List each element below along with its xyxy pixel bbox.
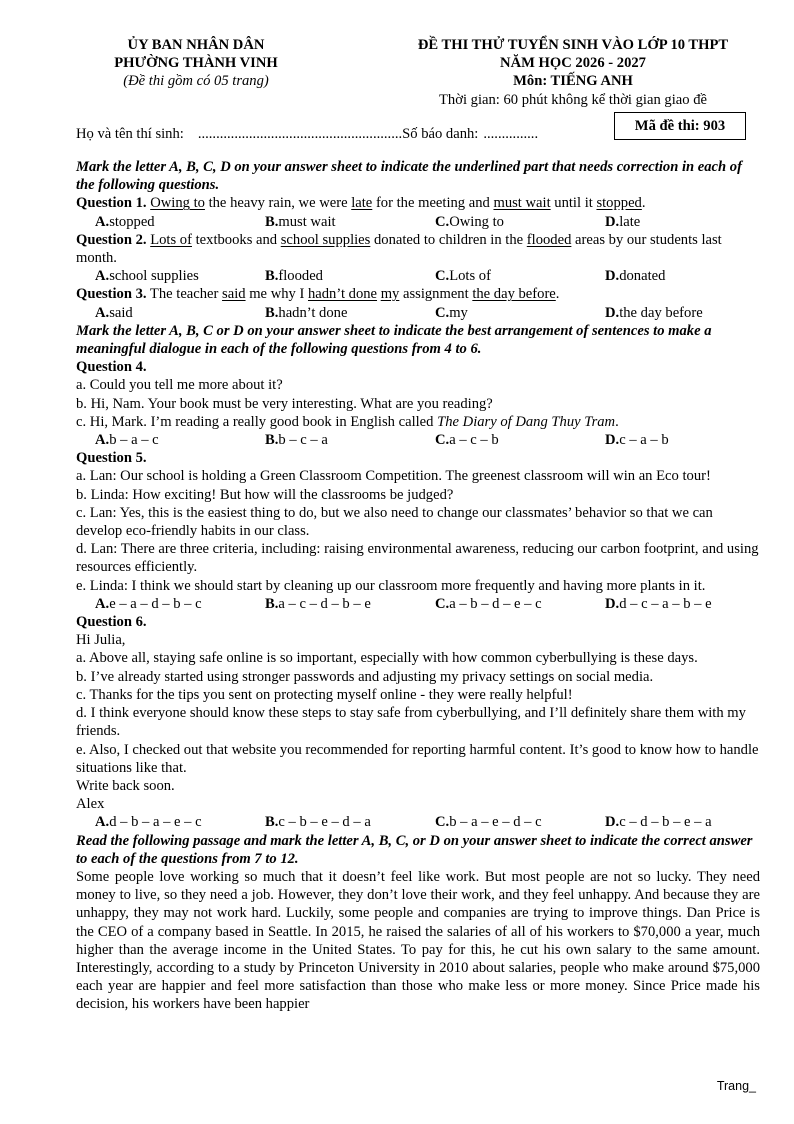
q5-line-d: d. Lan: There are three criteria, including: raising environmental awareness, reducing our carbon footprint, and using resources efficiently. <box>76 541 759 576</box>
issuer-line-1: ỦY BAN NHÂN DÂN <box>127 37 265 53</box>
q3-option-b[interactable]: B.hadn’t done <box>265 304 348 321</box>
q3-underline-c: my <box>380 286 400 303</box>
q6-line-e: e. Also, I checked out that website you recommended for reporting harmful content. It’s good to know how to handle situations like that. <box>76 741 759 776</box>
q1-option-d[interactable]: D.late <box>605 213 641 230</box>
q3-underline-d: the day before <box>472 286 556 303</box>
q3-underline-a: said <box>222 286 246 303</box>
q5-option-d[interactable]: D.d – c – a – b – e <box>605 595 712 612</box>
q4-line-a: a. Could you tell me more about it? <box>76 377 283 394</box>
q5-option-a[interactable]: A.e – a – d – b – c <box>95 595 202 612</box>
q1-option-c[interactable]: C.Owing to <box>435 213 504 230</box>
q5-line-e: e. Linda: I think we should start by cleaning up our classroom more frequently and having more plants in it. <box>76 577 706 594</box>
q2-text: donated to children in the <box>370 231 527 248</box>
q6-line-a: a. Above all, staying safe online is so important, especially with how common cyberbullying is these days. <box>76 650 698 667</box>
question-6-options <box>76 813 760 831</box>
q1-text: for the meeting and <box>372 195 494 212</box>
q3-option-d[interactable]: D.the day before <box>605 304 703 321</box>
q6-signature: Alex <box>76 796 105 813</box>
q2-text: areas by our students last month. <box>76 231 722 267</box>
q1-text: until it <box>550 195 597 212</box>
question-1 <box>76 194 760 212</box>
time-allowed: Thời gian: 60 phút không kể thời gian giao đề <box>439 91 707 108</box>
q5-line-c: c. Lan: Yes, this is the easiest thing to do, but we also need to change our classmates’ behavior so that we can develop eco-friendly habits in our class. <box>76 504 713 540</box>
q2-option-c[interactable]: C.Lots of <box>435 268 491 285</box>
issuer-line-2: PHƯỜNG THÀNH VINH <box>114 55 278 72</box>
section3-instruction: Read the following passage and mark the letter A, B, C, or D on your answer sheet to indicate the correct answer to each of the questions from 7 to 12. <box>76 832 753 867</box>
q1-underline-d: stopped <box>596 195 642 212</box>
q4-option-b[interactable]: B.b – c – a <box>265 432 328 449</box>
q5-line-a: a. Lan: Our school is holding a Green Classroom Competition. The greenest classroom will win an Eco tour! <box>76 468 711 485</box>
book-title: The Diary of Dang Thuy Tram <box>437 413 616 430</box>
subject: Môn: TIẾNG ANH <box>513 73 633 90</box>
exam-title-block <box>383 36 763 116</box>
question-2 <box>76 231 760 267</box>
q2-underline-a: Lots of <box>150 231 192 248</box>
q6-line-b: b. I’ve already started using stronger passwords and adjusting my privacy settings on social media. <box>76 668 654 685</box>
exam-code-box: Mã đề thi: 903 <box>614 112 746 140</box>
q5-option-b[interactable]: B.a – c – d – b – e <box>265 595 371 612</box>
q4-option-c[interactable]: C.a – c – b <box>435 432 499 449</box>
candidate-name-blank[interactable]: ........................................................ <box>197 125 403 142</box>
q6-line-d: d. I think everyone should know these steps to stay safe from cyberbullying, and I’ll definitely share them with my friends. <box>76 705 746 740</box>
reading-passage: Some people love working so much that it doesn’t feel like work. But most people are not so lucky. They need money to live, so they need a job. However, they don’t love their work, and they feel unhappy. And because they are unhappy, they may not work hard. Luckily, some people and companies are trying to improve things. Dan Price is the CEO of a company based in Seattle. In 2015, he raised the salaries of all of his workers to $70,000 a year, much higher than the average income in the United States. To pay for this, he cut his own salary to the same amount. Interestingly, according to a study by Princeton University in 2010 about salaries, people who make around $75,000 each year are happier and feel more satisfaction than those who make less or more money. Since Price made his decision, his workers have been happier <box>76 868 760 1013</box>
q1-option-b[interactable]: B.must wait <box>265 213 336 230</box>
candidate-name-label: Họ và tên thí sinh: <box>76 125 184 142</box>
q4-line-b: b. Hi, Nam. Your book must be very interesting. What are you reading? <box>76 395 493 412</box>
q2-underline-b: school supplies <box>280 231 371 248</box>
exam-page <box>76 36 760 1014</box>
q3-text: me why I <box>245 286 308 303</box>
q3-option-c[interactable]: C.my <box>435 304 468 321</box>
q2-option-d[interactable]: D.donated <box>605 268 666 285</box>
page-count-note: (Đề thi gồm có 05 trang) <box>123 73 269 90</box>
question-4-options <box>76 431 760 449</box>
question-3 <box>76 285 760 303</box>
question-5-label: Question 5. <box>76 450 147 467</box>
q3-text: The teacher <box>146 286 223 303</box>
question-6-label: Question 6. <box>76 614 147 631</box>
section1-instruction: Mark the letter A, B, C, D on your answer sheet to indicate the underlined part that needs correction in each of the following questions. <box>76 159 742 194</box>
q3-underline-b: hadn’t done <box>307 286 378 303</box>
exam-title: ĐỀ THI THỬ TUYỂN SINH VÀO LỚP 10 THPT <box>417 37 729 53</box>
q5-option-c[interactable]: C.a – b – d – e – c <box>435 595 542 612</box>
question-3-label: Question 3. <box>76 286 147 303</box>
question-4-label: Question 4. <box>76 359 147 376</box>
question-2-label: Question 2. <box>76 231 147 248</box>
question-1-label: Question 1. <box>76 195 147 212</box>
q6-option-b[interactable]: B.c – b – e – d – a <box>265 814 371 831</box>
question-1-options <box>76 213 760 231</box>
page-footer: Trang_ <box>716 1079 756 1093</box>
q4-option-a[interactable]: A.b – a – c <box>95 432 159 449</box>
q6-option-d[interactable]: D.c – d – b – e – a <box>605 814 712 831</box>
q1-text: . <box>641 195 646 212</box>
q6-option-a[interactable]: A.d – b – a – e – c <box>95 814 202 831</box>
section2-instruction: Mark the letter A, B, C or D on your answer sheet to indicate the best arrangement of sentences to make a meaningful dialogue in each of the following questions from 4 to 6. <box>76 322 712 358</box>
q2-option-a[interactable]: A.school supplies <box>95 268 199 285</box>
issuer-block <box>78 36 314 116</box>
q1-underline-c: must wait <box>493 195 551 212</box>
q1-text: the heavy rain, we were <box>204 195 352 212</box>
q2-text: textbooks and <box>191 231 281 248</box>
candidate-info-row <box>76 120 760 148</box>
q1-option-a[interactable]: A.stopped <box>95 213 155 230</box>
q4-line-c: c. Hi, Mark. I’m reading a really good book in English called The Diary of Dang Thuy Tram. <box>76 413 619 430</box>
exam-header <box>76 36 760 116</box>
q6-greeting: Hi Julia, <box>76 632 126 649</box>
q3-text: . <box>555 286 560 303</box>
question-2-options <box>76 267 760 285</box>
q3-option-a[interactable]: A.said <box>95 304 133 321</box>
q1-underline-b: late <box>351 195 373 212</box>
q5-line-b: b. Linda: How exciting! But how will the classrooms be judged? <box>76 486 454 503</box>
q4-option-d[interactable]: D.c – a – b <box>605 432 669 449</box>
q6-closing: Write back soon. <box>76 777 175 794</box>
q3-text: assignment <box>399 286 473 303</box>
q2-option-b[interactable]: B.flooded <box>265 268 323 285</box>
q6-option-c[interactable]: C.b – a – e – d – c <box>435 814 542 831</box>
q1-underline-a: Owing to <box>150 195 205 212</box>
q6-line-c: c. Thanks for the tips you sent on protecting myself online - they were really helpful! <box>76 686 573 703</box>
candidate-id-label: Số báo danh: <box>402 125 479 142</box>
question-3-options <box>76 304 760 322</box>
question-5-options <box>76 595 760 613</box>
q2-underline-c: flooded <box>526 231 572 248</box>
school-year: NĂM HỌC 2026 - 2027 <box>500 55 646 72</box>
candidate-id-blank[interactable]: ............... <box>483 125 539 142</box>
